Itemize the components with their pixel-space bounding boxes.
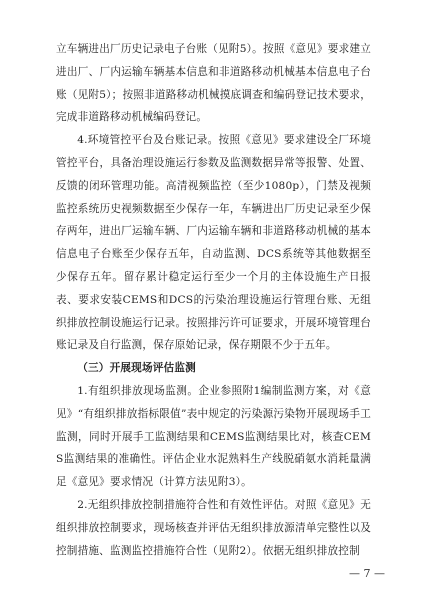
- section-heading-field-monitoring: （三）开展现场评估监测: [77, 362, 196, 375]
- paragraph-organized-emission-monitoring: 1.有组织排放现场监测。企业参照附1编制监测方案，对《意见》“有组织排放指标限值”表中规定的污染源污染物开展现场手工监测，同时开展手工监测结果和CEMS监测结果比对，核查CEMS监测结果的准确性。评估企业水泥熟料生产线脱硝氨水消耗量满足《意见》要求情况（计算方法见附3）。: [56, 384, 371, 489]
- page-number: — 7 —: [349, 567, 385, 580]
- paragraph-environment-platform: 4.环境管控平台及台账记录。按照《意见》要求建设全厂环境管控平台，具备治理设施运行参数及监测数据异常等报警、处置、反馈的闭环管理功能。高清视频监控（至少1080p），门禁及视频监控系统历史视频数据至少保存一年，车辆进出厂历史记录至少保存两年，进出厂运输车辆、厂内运输车辆和非道路移动机械的基本信息电子台账至少保存五年，自动监测、DCS系统等其他数据至少保存五年。留存累计稳定运行至少一个月的主体设施生产日报表、要求安装CEMS和DCS的污染治理设施运行管理台账、无组织排放控制设施运行记录。按照排污许可证要求，开展环境管理台账记录及自行监测，保存原始记录，保存期限不少于五年。: [56, 134, 371, 352]
- paragraph-vehicle-ledger: 立车辆进出厂历史记录电子台账（见附5）。按照《意见》要求建立进出厂、厂内运输车辆基本信息和非道路移动机械基本信息电子台账（见附5）；按照非道路移动机械摸底调查和编码登记技术要求，完成非道路移动机械编码登记。: [56, 43, 371, 124]
- paragraph-unorganized-emission-evaluation: 2.无组织排放控制措施符合性和有效性评估。对照《意见》无组织排放控制要求，现场核查并评估无组织排放源清单完整性以及控制措施、监测监控措施符合性（见附2）。依据无组织排放控制: [56, 498, 371, 557]
